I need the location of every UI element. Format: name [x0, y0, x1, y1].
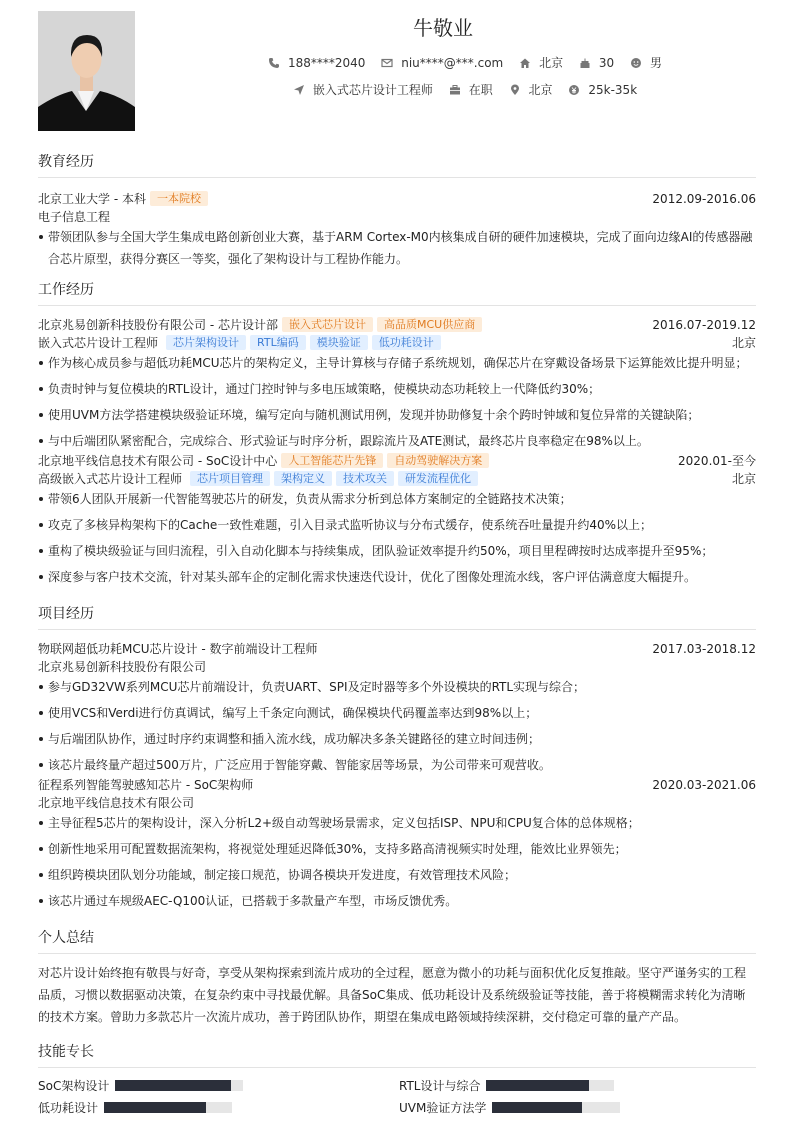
- smile-icon: [630, 57, 642, 69]
- project-bullet: 组织跨模块团队划分功能域，制定接口规范，协调各模块开发进度，有效管理技术风险；: [38, 864, 756, 886]
- skill-bar: [492, 1102, 620, 1113]
- project-bullets: [38, 676, 756, 776]
- section-title: 项目经历: [38, 603, 756, 630]
- project-bullet: 参与GD32VW系列MCU芯片前端设计，负责UART、SPI及定时器等多个外设模块的RTL实现与综合；: [38, 676, 756, 698]
- city-text: 北京: [528, 83, 553, 97]
- skill-bar-fill: [492, 1102, 582, 1113]
- education-header: [38, 190, 756, 208]
- job-location: 北京: [731, 336, 756, 350]
- candidate-name: 牛敬业: [413, 16, 473, 40]
- project-period: 2017.03-2018.12: [652, 642, 756, 656]
- city-item: [509, 81, 553, 98]
- education-period: 2012.09-2016.06: [652, 192, 756, 206]
- skill-bar: [104, 1102, 232, 1113]
- job-bullet: 深度参与客户技术交流，针对某头部车企的定制化需求快速迭代设计，优化了图像处理流水线，客户评估满意度大幅提升。: [38, 566, 756, 588]
- project-header: [38, 640, 756, 658]
- skill-item: [399, 1076, 614, 1094]
- skill-name: UVM验证方法学: [399, 1100, 487, 1115]
- project-bullets: [38, 812, 756, 912]
- skill-tag: 芯片项目管理: [190, 471, 270, 486]
- job-location: 北京: [731, 472, 756, 486]
- job-role: 高级嵌入式芯片设计工程师: [38, 472, 183, 486]
- skills-grid: [38, 1076, 756, 1123]
- skill-tag: 技术攻关: [336, 471, 394, 486]
- position-item: [293, 81, 433, 98]
- company-tag: 嵌入式芯片设计: [282, 317, 373, 332]
- cake-icon: [579, 57, 591, 69]
- project-company: 北京兆易创新科技股份有限公司: [38, 660, 207, 674]
- send-icon: [293, 84, 305, 96]
- job-bullet: 负责时钟与复位模块的RTL设计，通过门控时钟与多电压域策略，使模块动态功耗较上一代降低约30%；: [38, 378, 756, 400]
- home-icon: [519, 57, 531, 69]
- email-text: niu****@***.com: [401, 55, 504, 70]
- hometown-item: [519, 54, 563, 71]
- section-title: 技能专长: [38, 1041, 756, 1068]
- job-bullet: 攻克了多核异构架构下的Cache一致性难题，引入目录式监听协议与分布式缓存，使系统吞吐量提升约40%以上；: [38, 514, 756, 536]
- job-bullet: 与中后端团队紧密配合，完成综合、形式验证与时序分析，跟踪流片及ATE测试，最终芯片良率稳定在98%以上。: [38, 430, 756, 452]
- project-bullet: 该芯片通过车规级AEC-Q100认证，已搭载于多款量产车型，市场反馈优秀。: [38, 890, 756, 912]
- skill-bar-fill: [104, 1102, 206, 1113]
- skill-name: RTL设计与综合: [399, 1078, 481, 1093]
- skill-tag: 研发流程优化: [398, 471, 478, 486]
- job-company: 北京兆易创新科技股份有限公司 - 芯片设计部: [38, 318, 278, 332]
- salary-item: [568, 83, 637, 97]
- job-role-line: [38, 334, 756, 352]
- skill-tag: RTL编码: [250, 335, 306, 350]
- company-tag: 高品质MCU供应商: [377, 317, 482, 332]
- job-role: 嵌入式芯片设计工程师: [38, 336, 159, 350]
- project-bullet: 该芯片最终量产超过500万片，广泛应用于智能穿戴、智能家居等场景，为公司带来可观营收。: [38, 754, 756, 776]
- skill-name: SoC架构设计: [38, 1078, 110, 1093]
- location-pin-icon: [509, 84, 521, 96]
- project-header: [38, 776, 756, 794]
- projects-section: [38, 603, 756, 916]
- status-item: [449, 81, 493, 98]
- job-period: 2016.07-2019.12: [652, 318, 756, 332]
- job-bullet: 使用UVM方法学搭建模块级验证环境，编写定向与随机测试用例，发现并协助修复十余个跨时钟域和复位异常的关键缺陷；: [38, 404, 756, 426]
- money-icon: [568, 84, 580, 96]
- job-bullet: 作为核心成员参与超低功耗MCU芯片的架构定义，主导计算核与存储子系统规划，确保芯片在穿戴设备场景下运算能效比提升明显；: [38, 352, 756, 374]
- project-name: 征程系列智能驾驶感知芯片 - SoC架构师: [38, 778, 254, 792]
- summary-section: [38, 927, 756, 1028]
- section-title: 工作经历: [38, 279, 756, 306]
- job-bullet: 重构了模块级验证与回归流程，引入自动化脚本与持续集成，团队验证效率提升约50%，项目里程碑按时达成率提升至95%；: [38, 540, 756, 562]
- summary-text: 对芯片设计始终抱有敬畏与好奇，享受从架构探索到流片成功的全过程，愿意为微小的功耗与面积优化反复推敲。坚守严谨务实的工程品质，习惯以数据驱动决策，在复杂约束中寻找最优解。具备SoC集成、低功耗设计及系统级验证等技能，善于将模糊需求转化为清晰的技术方案。曾助力多款芯片一次流片成功，善于跨团队协作，期望在集成电路领域持续深耕，交付稳定可靠的量产产品。: [38, 966, 747, 1024]
- school-tag: 一本院校: [150, 191, 208, 206]
- position-text: 嵌入式芯片设计工程师: [312, 83, 433, 97]
- project-entry: [38, 640, 756, 776]
- gender-item: [630, 54, 662, 71]
- job-bullets: [38, 488, 756, 588]
- school-name: 北京工业大学 - 本科: [38, 192, 146, 206]
- phone-item: [268, 56, 365, 70]
- age-text: 30: [598, 55, 615, 70]
- job-header: [38, 452, 756, 470]
- job-bullet: 带领6人团队开展新一代智能驾驶芯片的研发，负责从需求分析到总体方案制定的全链路技术决策；: [38, 488, 756, 510]
- phone-icon: [268, 57, 280, 69]
- project-bullet: 与后端团队协作，通过时序约束调整和插入流水线，成功解决多条关键路径的建立时间违例；: [38, 728, 756, 750]
- salary-text: 25k-35k: [588, 82, 638, 97]
- job-entry: [38, 452, 756, 588]
- project-period: 2020.03-2021.06: [652, 778, 756, 792]
- skill-item: [38, 1076, 243, 1094]
- skill-item: [399, 1098, 620, 1116]
- education-major: 电子信息工程: [38, 210, 111, 224]
- skill-bar: [486, 1080, 614, 1091]
- contact-row: [0, 54, 794, 72]
- company-tag: 人工智能芯片先锋: [281, 453, 383, 468]
- briefcase-icon: [449, 84, 461, 96]
- job-company: 北京地平线信息技术有限公司 - SoC设计中心: [38, 454, 278, 468]
- skill-item: [38, 1098, 232, 1116]
- skills-section: [38, 1041, 756, 1123]
- project-name: 物联网超低功耗MCU芯片设计 - 数字前端设计工程师: [38, 642, 318, 656]
- phone-text: 188****2040: [287, 55, 366, 70]
- age-item: [579, 56, 614, 70]
- education-bullet: 带领团队参与全国大学生集成电路创新创业大赛，基于ARM Cortex-M0内核集成自研的硬件加速模块，完成了面向边缘AI的传感器融合芯片原型，获得分赛区一等奖，强化了架构设计与工程协作能力。: [38, 226, 756, 270]
- education-section: [38, 151, 756, 270]
- email-item: [381, 56, 503, 70]
- work-section: [38, 279, 756, 592]
- skill-tag: 架构定义: [274, 471, 332, 486]
- section-title: 个人总结: [38, 927, 756, 954]
- section-title: 教育经历: [38, 151, 756, 178]
- skill-name: 低功耗设计: [38, 1100, 99, 1115]
- mail-icon: [381, 57, 393, 69]
- status-text: 在职: [468, 83, 493, 97]
- skill-tag: 低功耗设计: [372, 335, 441, 350]
- project-company: 北京地平线信息技术有限公司: [38, 796, 195, 810]
- job-intent-row: [0, 81, 794, 99]
- job-entry: [38, 316, 756, 452]
- gender-text: 男: [650, 56, 663, 70]
- hometown-text: 北京: [539, 56, 564, 70]
- job-role-line: [38, 470, 756, 488]
- project-bullet: 使用VCS和Verdi进行仿真调试，编写上千条定向测试，确保模块代码覆盖率达到98%以上；: [38, 702, 756, 724]
- skill-bar-fill: [115, 1080, 230, 1091]
- project-bullet: 创新性地采用可配置数据流架构，将视觉处理延迟降低30%，支持多路高清视频实时处理，能效比业界领先；: [38, 838, 756, 860]
- project-entry: [38, 776, 756, 912]
- skill-bar-fill: [486, 1080, 588, 1091]
- job-period: 2020.01-至今: [678, 454, 756, 468]
- job-bullets: [38, 352, 756, 452]
- skill-tag: 模块验证: [310, 335, 368, 350]
- skill-bar: [115, 1080, 243, 1091]
- job-header: [38, 316, 756, 334]
- project-bullet: 主导征程5芯片的架构设计，深入分析L2+级自动驾驶场景需求，定义包括ISP、NPU和CPU复合体的总体规格；: [38, 812, 756, 834]
- company-tag: 自动驾驶解决方案: [387, 453, 489, 468]
- skill-tag: 芯片架构设计: [166, 335, 246, 350]
